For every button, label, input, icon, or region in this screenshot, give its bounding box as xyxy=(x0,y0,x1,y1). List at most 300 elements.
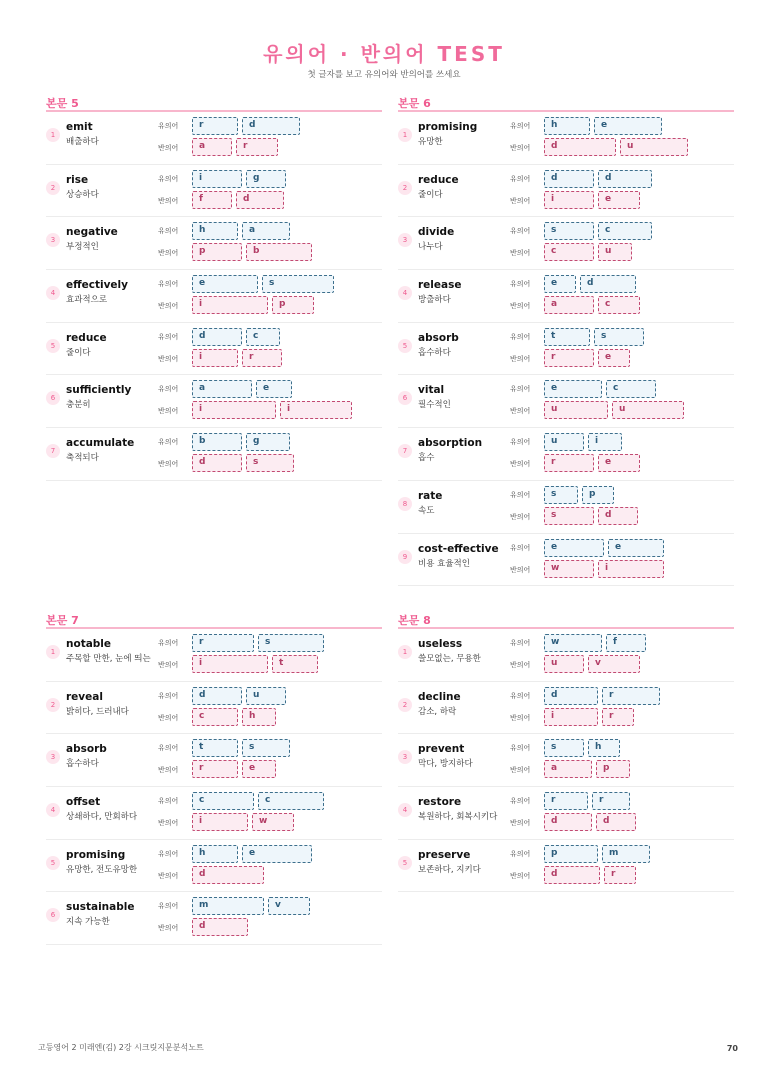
vocab-word: cost-effective xyxy=(418,542,499,555)
item-number: 5 xyxy=(398,339,412,353)
synonym-label: 유의어 xyxy=(510,490,531,499)
synonym-label: 유의어 xyxy=(158,332,179,341)
vocab-item xyxy=(398,787,734,840)
vocab-word: reduce xyxy=(418,173,459,186)
antonym-answer-box[interactable]: r xyxy=(544,349,594,367)
vocab-meaning: 흡수하다 xyxy=(66,759,99,770)
vocab-meaning: 보존하다, 지키다 xyxy=(418,864,481,875)
antonym-answer-box[interactable]: a xyxy=(192,138,232,156)
antonym-label: 반의어 xyxy=(158,302,179,311)
antonym-answer-box[interactable]: i xyxy=(544,191,594,209)
synonym-answer-box[interactable]: d xyxy=(598,170,652,188)
antonym-label: 반의어 xyxy=(158,354,179,363)
synonym-answer-box[interactable]: d xyxy=(192,687,242,705)
antonym-answer-box[interactable]: s xyxy=(544,507,594,525)
vocab-word: vital xyxy=(418,384,445,397)
synonym-answer-box[interactable]: r xyxy=(192,117,238,135)
vocab-item xyxy=(46,629,382,682)
vocab-meaning: 유망한, 전도유망한 xyxy=(66,864,138,875)
section-5 xyxy=(46,94,382,481)
synonym-boxes xyxy=(192,328,280,346)
antonym-answer-box[interactable]: b xyxy=(246,243,312,261)
synonym-answer-box[interactable]: c xyxy=(598,222,652,240)
item-number: 3 xyxy=(398,233,412,247)
vocab-meaning: 유망한 xyxy=(418,137,443,147)
vocab-meaning: 흡수 xyxy=(418,453,435,464)
section-8 xyxy=(398,611,734,892)
synonym-label: 유의어 xyxy=(158,691,179,700)
synonym-answer-box[interactable]: a xyxy=(242,222,290,240)
synonym-answer-box[interactable]: f xyxy=(606,634,646,652)
antonym-answer-box[interactable]: u xyxy=(598,243,632,261)
antonym-boxes xyxy=(192,760,276,778)
vocab-meaning: 줄이다 xyxy=(418,189,443,200)
vocab-item xyxy=(46,165,382,218)
vocab-meaning: 효과적으로 xyxy=(66,295,108,306)
synonym-answer-box[interactable]: c xyxy=(258,792,324,810)
item-number: 6 xyxy=(46,391,60,405)
antonym-label: 반의어 xyxy=(510,407,531,416)
vocab-item xyxy=(46,734,382,787)
antonym-answer-box[interactable]: i xyxy=(192,655,268,673)
antonym-answer-box[interactable]: w xyxy=(544,560,594,578)
antonym-boxes xyxy=(544,138,688,156)
antonym-boxes xyxy=(544,813,636,831)
synonym-label: 유의어 xyxy=(158,849,179,858)
synonym-answer-box[interactable]: e xyxy=(594,117,662,135)
synonym-boxes xyxy=(544,634,646,652)
antonym-answer-box[interactable]: u xyxy=(544,655,584,673)
synonym-answer-box[interactable]: c xyxy=(246,328,280,346)
antonym-answer-box[interactable]: d xyxy=(544,813,592,831)
synonym-boxes xyxy=(544,275,636,293)
synonym-answer-box[interactable]: r xyxy=(192,634,254,652)
antonym-boxes xyxy=(544,296,640,314)
item-number: 9 xyxy=(398,550,412,564)
synonym-boxes xyxy=(192,634,324,652)
vocab-item xyxy=(398,217,734,270)
synonym-answer-box[interactable]: c xyxy=(192,792,254,810)
vocab-item xyxy=(398,682,734,735)
antonym-answer-box[interactable]: d xyxy=(544,138,616,156)
synonym-label: 유의어 xyxy=(158,797,179,806)
vocab-item xyxy=(46,112,382,165)
synonym-label: 유의어 xyxy=(158,744,179,753)
synonym-answer-box[interactable]: i xyxy=(192,170,242,188)
antonym-boxes xyxy=(544,507,638,525)
synonym-label: 유의어 xyxy=(158,385,179,394)
synonym-answer-box[interactable]: m xyxy=(602,845,650,863)
vocab-meaning: 나누다 xyxy=(418,242,443,253)
section-heading: 본문 7 xyxy=(46,611,382,629)
item-number: 1 xyxy=(46,645,60,659)
synonym-boxes xyxy=(544,539,664,557)
antonym-boxes xyxy=(192,138,278,156)
antonym-boxes xyxy=(192,655,318,673)
antonym-label: 반의어 xyxy=(510,196,531,205)
synonym-answer-box[interactable]: s xyxy=(258,634,324,652)
antonym-label: 반의어 xyxy=(158,407,179,416)
synonym-label: 유의어 xyxy=(510,691,531,700)
vocab-word: prevent xyxy=(418,743,465,756)
item-number: 8 xyxy=(398,497,412,511)
vocab-word: absorb xyxy=(418,331,459,344)
vocab-item xyxy=(46,428,382,481)
page-number: 70 xyxy=(726,1044,738,1053)
synonym-boxes xyxy=(192,739,290,757)
antonym-answer-box[interactable]: d xyxy=(192,918,248,936)
vocab-item xyxy=(46,892,382,945)
vocab-item xyxy=(398,375,734,428)
antonym-boxes xyxy=(544,866,636,884)
antonym-answer-box[interactable]: d xyxy=(596,813,636,831)
vocab-word: sufficiently xyxy=(66,384,132,397)
antonym-label: 반의어 xyxy=(510,713,531,722)
section-7 xyxy=(46,611,382,945)
synonym-boxes xyxy=(192,433,290,451)
synonym-answer-box[interactable]: a xyxy=(192,380,252,398)
antonym-boxes xyxy=(192,401,352,419)
vocab-word: offset xyxy=(66,796,101,809)
synonym-label: 유의어 xyxy=(510,227,531,236)
vocab-item xyxy=(398,481,734,534)
antonym-answer-box[interactable]: i xyxy=(544,708,598,726)
synonym-answer-box[interactable]: b xyxy=(192,433,242,451)
synonym-label: 유의어 xyxy=(510,849,531,858)
antonym-label: 반의어 xyxy=(510,144,531,152)
vocab-item xyxy=(398,534,734,587)
antonym-answer-box[interactable]: h xyxy=(242,708,276,726)
synonym-answer-box[interactable]: d xyxy=(580,275,636,293)
vocab-item xyxy=(46,217,382,270)
synonym-answer-box[interactable]: c xyxy=(606,380,656,398)
vocab-word: decline xyxy=(418,690,461,703)
antonym-label: 반의어 xyxy=(158,766,179,775)
synonym-boxes xyxy=(544,687,660,705)
item-number: 6 xyxy=(398,391,412,405)
antonym-label: 반의어 xyxy=(510,460,531,469)
antonym-label: 반의어 xyxy=(510,819,531,828)
antonym-boxes xyxy=(544,191,640,209)
antonym-answer-box[interactable]: i xyxy=(598,560,664,578)
synonym-boxes xyxy=(192,792,324,810)
antonym-label: 반의어 xyxy=(158,713,179,722)
synonym-boxes xyxy=(544,117,662,135)
synonym-boxes xyxy=(544,380,656,398)
synonym-answer-box[interactable]: p xyxy=(544,845,598,863)
synonym-answer-box[interactable]: r xyxy=(602,687,660,705)
antonym-answer-box[interactable]: v xyxy=(588,655,640,673)
synonym-label: 유의어 xyxy=(510,385,531,394)
item-number: 7 xyxy=(46,444,60,458)
antonym-answer-box[interactable]: f xyxy=(192,191,232,209)
antonym-boxes xyxy=(192,813,294,831)
synonym-boxes xyxy=(192,845,312,863)
antonym-answer-box[interactable]: r xyxy=(602,708,634,726)
synonym-answer-box[interactable]: d xyxy=(192,328,242,346)
synonym-answer-box[interactable]: s xyxy=(544,739,584,757)
synonym-boxes xyxy=(544,792,630,810)
antonym-label: 반의어 xyxy=(158,661,179,669)
vocab-meaning: 흡수하다 xyxy=(418,347,451,358)
antonym-boxes xyxy=(544,708,634,726)
vocab-word: negative xyxy=(66,226,118,239)
vocab-item xyxy=(398,112,734,165)
antonym-boxes xyxy=(544,560,664,578)
antonym-boxes xyxy=(192,708,276,726)
vocab-word: emit xyxy=(66,121,93,133)
vocab-meaning: 밝히다, 드러내다 xyxy=(66,706,129,717)
vocab-meaning: 부정적인 xyxy=(66,242,99,253)
vocab-meaning: 쓸모없는, 무용한 xyxy=(418,654,481,664)
vocab-word: reduce xyxy=(66,331,107,344)
section-heading: 본문 5 xyxy=(46,94,382,112)
synonym-label: 유의어 xyxy=(158,438,179,447)
antonym-label: 반의어 xyxy=(510,512,531,521)
vocab-meaning: 상승하다 xyxy=(66,189,99,200)
vocab-word: release xyxy=(418,279,462,292)
antonym-answer-box[interactable]: r xyxy=(544,454,594,472)
vocab-item xyxy=(398,734,734,787)
antonym-label: 반의어 xyxy=(158,196,179,205)
vocab-meaning: 지속 가능한 xyxy=(66,917,110,928)
synonym-answer-box[interactable]: u xyxy=(246,687,286,705)
synonym-boxes xyxy=(192,117,300,135)
synonym-answer-box[interactable]: e xyxy=(608,539,664,557)
synonym-answer-box[interactable]: h xyxy=(192,222,238,240)
synonym-answer-box[interactable]: s xyxy=(594,328,644,346)
synonym-label: 유의어 xyxy=(510,797,531,806)
vocab-meaning: 상쇄하다, 만회하다 xyxy=(66,812,138,823)
item-number: 6 xyxy=(46,908,60,922)
antonym-label: 반의어 xyxy=(158,819,179,828)
antonym-label: 반의어 xyxy=(158,144,179,152)
antonym-boxes xyxy=(544,349,630,367)
vocab-meaning: 주목할 만한, 눈에 띄는 xyxy=(66,654,151,664)
item-number: 1 xyxy=(46,128,60,142)
antonym-label: 반의어 xyxy=(510,565,531,574)
vocab-item xyxy=(46,375,382,428)
synonym-answer-box[interactable]: u xyxy=(544,433,584,451)
antonym-answer-box[interactable]: d xyxy=(598,507,638,525)
synonym-answer-box[interactable]: r xyxy=(544,792,588,810)
vocab-meaning: 비용 효율적인 xyxy=(418,558,470,569)
vocab-item xyxy=(46,323,382,376)
synonym-answer-box[interactable]: t xyxy=(192,739,238,757)
item-number: 4 xyxy=(398,286,412,300)
vocab-item xyxy=(398,270,734,323)
synonym-answer-box[interactable]: g xyxy=(246,170,286,188)
synonym-answer-box[interactable]: h xyxy=(588,739,620,757)
antonym-answer-box[interactable]: c xyxy=(598,296,640,314)
synonym-boxes xyxy=(544,170,652,188)
vocab-meaning: 막다, 방지하다 xyxy=(418,759,473,770)
antonym-boxes xyxy=(192,191,284,209)
antonym-boxes xyxy=(544,655,640,673)
antonym-answer-box[interactable]: d xyxy=(192,454,242,472)
antonym-boxes xyxy=(544,401,684,419)
item-number: 3 xyxy=(46,233,60,247)
vocab-item xyxy=(46,682,382,735)
vocab-meaning: 복원하다, 회복시키다 xyxy=(418,812,498,823)
antonym-answer-box[interactable]: p xyxy=(272,296,314,314)
antonym-answer-box[interactable]: r xyxy=(192,760,238,778)
synonym-boxes xyxy=(192,380,292,398)
synonym-answer-box[interactable]: e xyxy=(192,275,258,293)
synonym-boxes xyxy=(192,687,286,705)
vocab-word: accumulate xyxy=(66,437,135,450)
antonym-label: 반의어 xyxy=(158,249,179,258)
synonym-answer-box[interactable]: e xyxy=(256,380,292,398)
synonym-answer-box[interactable]: h xyxy=(192,845,238,863)
antonym-answer-box[interactable]: c xyxy=(192,708,238,726)
item-number: 7 xyxy=(398,444,412,458)
antonym-answer-box[interactable]: i xyxy=(192,349,238,367)
vocab-word: restore xyxy=(418,796,462,809)
antonym-answer-box[interactable]: i xyxy=(192,813,248,831)
synonym-boxes xyxy=(192,275,334,293)
synonym-answer-box[interactable]: e xyxy=(544,275,576,293)
antonym-answer-box[interactable]: w xyxy=(252,813,294,831)
synonym-boxes xyxy=(192,170,286,188)
vocab-item xyxy=(398,629,734,682)
vocab-meaning: 필수적인 xyxy=(418,400,451,411)
item-number: 2 xyxy=(398,698,412,712)
antonym-label: 반의어 xyxy=(510,766,531,775)
synonym-answer-box[interactable]: r xyxy=(592,792,630,810)
synonym-answer-box[interactable]: e xyxy=(544,380,602,398)
vocab-meaning: 줄이다 xyxy=(66,347,91,358)
antonym-boxes xyxy=(192,866,264,884)
antonym-answer-box[interactable]: r xyxy=(236,138,278,156)
page-title: 유의어 · 반의어 TEST xyxy=(263,42,505,66)
antonym-answer-box[interactable]: i xyxy=(280,401,352,419)
synonym-boxes xyxy=(192,222,290,240)
antonym-boxes xyxy=(192,918,248,936)
synonym-answer-box[interactable]: m xyxy=(192,897,264,915)
antonym-label: 반의어 xyxy=(158,460,179,469)
synonym-boxes xyxy=(544,739,620,757)
vocab-word: rate xyxy=(418,489,443,502)
synonym-boxes xyxy=(544,433,622,451)
synonym-answer-box[interactable]: w xyxy=(544,634,602,652)
antonym-label: 반의어 xyxy=(510,249,531,258)
synonym-boxes xyxy=(544,845,650,863)
synonym-label: 유의어 xyxy=(510,332,531,341)
antonym-answer-box[interactable]: r xyxy=(242,349,282,367)
synonym-answer-box[interactable]: e xyxy=(544,539,604,557)
synonym-label: 유의어 xyxy=(158,639,179,647)
antonym-answer-box[interactable]: e xyxy=(242,760,276,778)
antonym-answer-box[interactable]: a xyxy=(544,760,592,778)
vocab-item xyxy=(398,840,734,893)
antonym-answer-box[interactable]: a xyxy=(544,296,594,314)
page-subtitle: 첫 글자를 보고 유의어와 반의어를 쓰세요 xyxy=(307,70,461,80)
vocab-word: useless xyxy=(418,638,463,650)
item-number: 5 xyxy=(398,856,412,870)
item-number: 4 xyxy=(398,803,412,817)
vocab-item xyxy=(46,840,382,893)
antonym-answer-box[interactable]: p xyxy=(192,243,242,261)
antonym-answer-box[interactable]: u xyxy=(544,401,608,419)
vocab-word: rise xyxy=(66,173,89,186)
synonym-boxes xyxy=(544,328,644,346)
antonym-answer-box[interactable]: e xyxy=(598,349,630,367)
vocab-word: sustainable xyxy=(66,901,135,914)
synonym-answer-box[interactable]: g xyxy=(246,433,290,451)
antonym-answer-box[interactable]: d xyxy=(544,866,600,884)
antonym-answer-box[interactable]: e xyxy=(598,191,640,209)
antonym-boxes xyxy=(192,243,312,261)
antonym-label: 반의어 xyxy=(158,924,179,933)
synonym-answer-box[interactable]: v xyxy=(268,897,310,915)
synonym-answer-box[interactable]: h xyxy=(544,117,590,135)
synonym-label: 유의어 xyxy=(510,744,531,753)
vocab-word: absorption xyxy=(418,437,483,450)
vocab-word: notable xyxy=(66,638,112,650)
synonym-boxes xyxy=(544,486,614,504)
item-number: 3 xyxy=(46,750,60,764)
vocab-word: preserve xyxy=(418,848,471,861)
vocab-meaning: 축적되다 xyxy=(66,453,99,464)
vocab-item xyxy=(46,787,382,840)
item-number: 5 xyxy=(46,856,60,870)
section-6 xyxy=(398,94,734,586)
antonym-answer-box[interactable]: i xyxy=(192,401,276,419)
antonym-boxes xyxy=(544,243,632,261)
antonym-answer-box[interactable]: s xyxy=(246,454,294,472)
antonym-boxes xyxy=(192,454,294,472)
antonym-answer-box[interactable]: t xyxy=(272,655,318,673)
synonym-answer-box[interactable]: p xyxy=(582,486,614,504)
vocab-item xyxy=(46,270,382,323)
vocab-meaning: 속도 xyxy=(418,505,435,516)
synonym-label: 유의어 xyxy=(510,543,531,552)
synonym-answer-box[interactable]: e xyxy=(242,845,312,863)
synonym-answer-box[interactable]: s xyxy=(544,486,578,504)
antonym-answer-box[interactable]: d xyxy=(236,191,284,209)
antonym-answer-box[interactable]: p xyxy=(596,760,630,778)
vocab-word: absorb xyxy=(66,743,107,756)
vocab-meaning: 방출하다 xyxy=(418,295,451,306)
synonym-label: 유의어 xyxy=(510,639,531,647)
synonym-answer-box[interactable]: s xyxy=(544,222,594,240)
antonym-answer-box[interactable]: u xyxy=(620,138,688,156)
synonym-answer-box[interactable]: d xyxy=(544,687,598,705)
synonym-label: 유의어 xyxy=(158,174,179,183)
synonym-answer-box[interactable]: i xyxy=(588,433,622,451)
antonym-answer-box[interactable]: r xyxy=(604,866,636,884)
vocab-word: promising xyxy=(66,848,126,861)
synonym-answer-box[interactable]: t xyxy=(544,328,590,346)
antonym-answer-box[interactable]: c xyxy=(544,243,594,261)
antonym-label: 반의어 xyxy=(510,354,531,363)
vocab-word: promising xyxy=(418,121,478,133)
antonym-answer-box[interactable]: e xyxy=(598,454,640,472)
antonym-answer-box[interactable]: i xyxy=(192,296,268,314)
synonym-answer-box[interactable]: s xyxy=(262,275,334,293)
synonym-answer-box[interactable]: s xyxy=(242,739,290,757)
antonym-label: 반의어 xyxy=(158,871,179,880)
antonym-answer-box[interactable]: d xyxy=(192,866,264,884)
synonym-answer-box[interactable]: d xyxy=(242,117,300,135)
item-number: 2 xyxy=(46,181,60,195)
synonym-label: 유의어 xyxy=(510,122,531,130)
antonym-boxes xyxy=(544,760,630,778)
antonym-label: 반의어 xyxy=(510,871,531,880)
synonym-answer-box[interactable]: d xyxy=(544,170,594,188)
antonym-answer-box[interactable]: u xyxy=(612,401,684,419)
